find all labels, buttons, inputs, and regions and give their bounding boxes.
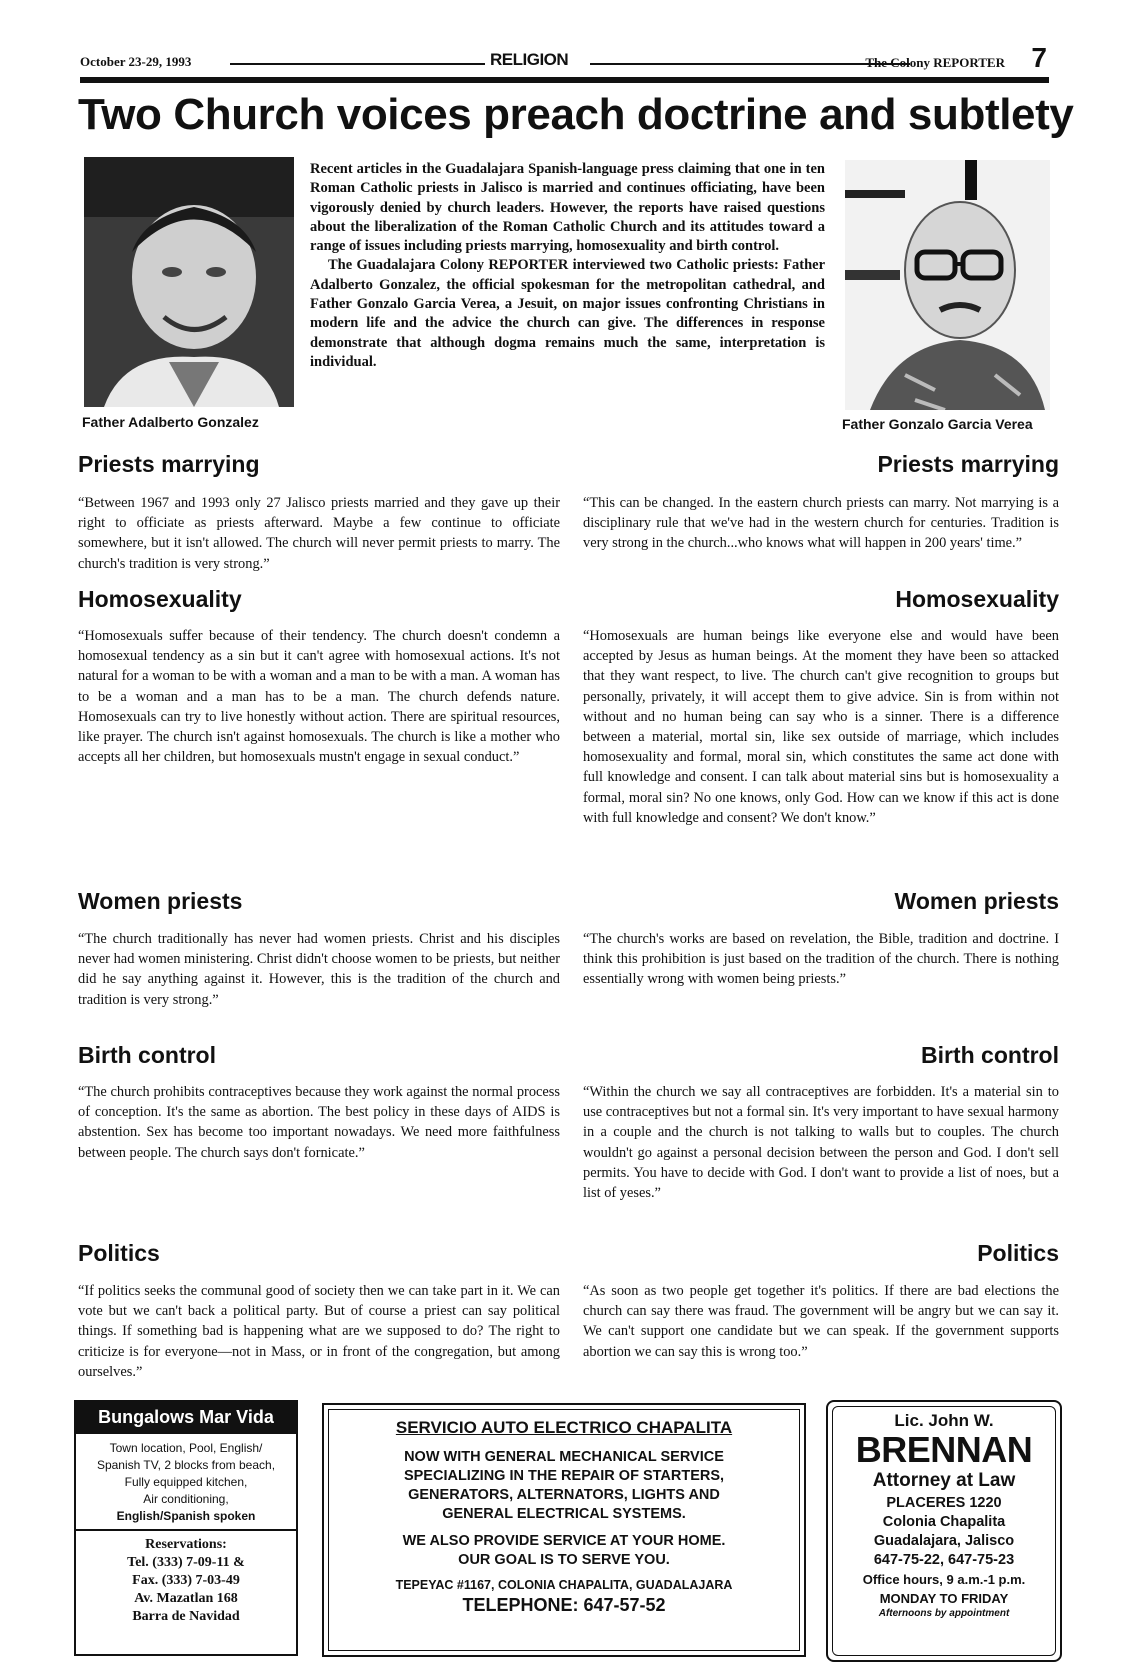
- ad-line: NOW WITH GENERAL MECHANICAL SERVICE: [404, 1449, 724, 1465]
- ad-line: Fax. (333) 7-03-49: [132, 1573, 240, 1588]
- publication-name: The Colony REPORTER: [865, 55, 1005, 70]
- photo-caption-left: Father Adalberto Gonzalez: [82, 414, 259, 430]
- quote-verea-priests-marrying: “This can be changed. In the eastern church priests can marry. Not marrying is a disciplinary rule that we've had in the western church for centuries. Tradition is very strong in the church...who knows what will happen in 200 years' time.”: [583, 495, 1059, 552]
- photo-caption-right: Father Gonzalo Garcia Verea: [842, 416, 1033, 432]
- quote-gonzalez-birth-control: “The church prohibits contraceptives because they work against the normal process of conception. It's the same as abortion. The best policy in these days of AIDS is abstention. Sex has become too important nowadays. We need more faithfulness between people. The church says don't fornicate.”: [78, 1084, 560, 1161]
- ad-line: Fully equipped kitchen,: [124, 1475, 248, 1489]
- subhead-birth-control-right: Birth control: [921, 1042, 1059, 1068]
- ad-home-service: [329, 1532, 799, 1570]
- ad-line: Guadalajara, Jalisco: [873, 1533, 1015, 1549]
- ad-line: GENERAL ELECTRICAL SYSTEMS.: [442, 1506, 686, 1522]
- photo-father-garcia-verea: [845, 160, 1050, 410]
- header-bar: [80, 77, 1049, 83]
- ad-services: [329, 1448, 799, 1524]
- ad-bungalows-mar-vida: [74, 1400, 298, 1656]
- ad-line: Office hours, 9 a.m.-1 p.m.: [862, 1572, 1026, 1587]
- quote-gonzalez-politics: “If politics seeks the communal good of society then we can take part in it. We can vote but we can't back a political party. But of course a priest can say political things. If something bad is happening what are we supposed to do? The right to criticize is for everyone—not in Mass, or in front of the congregation, but among ourselves.”: [78, 1283, 560, 1380]
- quote-verea-homosexuality: “Homosexuals are human beings like everyone else and would have been accepted by Jesus as human beings. At the moment they have been so attacked that they want respect, to live. The church can't give recognition to groups but personally, privately, it will accept them to give advice. Sin is from within not without and no human being can say who is a sinner. There is a difference between a material, mortal sin, like sex outside of marriage, which includes homosexuality and formal, moral sin, which constitutes the same act done with full knowledge and consent. I can talk about material sins but is homosexuality a formal, moral sin? No one knows, only God. How can we know if this act is done with full knowledge and consent? We don't know.”: [583, 628, 1059, 826]
- issue-date: October 23-29, 1993: [80, 54, 192, 69]
- header-rule: [590, 63, 910, 65]
- ad-line: Air conditioning,: [143, 1492, 229, 1506]
- ad-line: Town location, Pool, English/: [109, 1441, 263, 1455]
- ad-line: GENERATORS, ALTERNATORS, LIGHTS AND: [408, 1487, 720, 1503]
- quote-gonzalez-homosexuality: “Homosexuals suffer because of their tendency. The church doesn't condemn a homosexual tendency as a sin but it can't agree with homosexual actions. It's not natural for a woman to be with a woman and a man to be with a man. A woman has to be a woman and a man has to be a man. The church defends nature. Homosexuals can try to live honestly without action. There are spiritual resources, like prayer. The church isn't against homosexuals. The church is like a mother who accepts all her children, but homosexuals mustn't engage in sexual conduct.”: [78, 628, 560, 766]
- ad-line: Av. Mazatlan 168: [134, 1591, 238, 1606]
- ad-line: Colonia Chapalita: [882, 1514, 1006, 1530]
- section-name: RELIGION: [490, 50, 569, 69]
- ad-line: OUR GOAL IS TO SERVE YOU.: [458, 1552, 670, 1568]
- ad-address: TEPEYAC #1167, COLONIA CHAPALITA, GUADALAJARA: [395, 1578, 733, 1592]
- ad-line: WE ALSO PROVIDE SERVICE AT YOUR HOME.: [402, 1533, 726, 1549]
- quote-gonzalez-women-priests: “The church traditionally has never had women priests. Christ and his disciples never had women ministering. Christ didn't choose women to be priests, but neither did he say anything against it. However, this is the tradition of the church and tradition is very strong.”: [78, 931, 560, 1008]
- ad-brennan-attorney: [826, 1400, 1062, 1662]
- ad-line: Spanish TV, 2 blocks from beach,: [96, 1458, 276, 1472]
- subhead-priests-marrying-right: Priests marrying: [877, 451, 1059, 477]
- ad-attorney-name: BRENNAN: [855, 1429, 1033, 1470]
- portrait-image: [84, 157, 294, 407]
- ad-line: Tel. (333) 7-09-11 &: [127, 1555, 245, 1570]
- ad-name-line: Lic. John W.: [894, 1411, 994, 1430]
- ad-note: Afternoons by appointment: [878, 1608, 1010, 1619]
- subhead-politics-left: Politics: [78, 1240, 160, 1266]
- portrait-image: [845, 160, 1050, 410]
- ad-reservations-label: Reservations:: [145, 1537, 227, 1552]
- header-rule: [230, 63, 485, 65]
- subhead-women-priests-left: Women priests: [78, 888, 243, 914]
- quote-verea-politics: “As soon as two people get together it's politics. If there are bad elections the church can say there was fraud. The government will be angry but we can say it. We can't support one candidate but we can speak. If the government supports abortion we can say this is wrong too.”: [583, 1283, 1059, 1360]
- subhead-politics-right: Politics: [977, 1240, 1059, 1266]
- ad-servicio-auto-electrico: [322, 1403, 806, 1657]
- ad-attorney-title: Attorney at Law: [872, 1470, 1016, 1491]
- subhead-birth-control-left: Birth control: [78, 1042, 216, 1068]
- headline: Two Church voices preach doctrine and subtlety: [78, 90, 1074, 139]
- ad-telephone: TELEPHONE: 647-57-52: [462, 1595, 666, 1615]
- subhead-women-priests-right: Women priests: [894, 888, 1059, 914]
- ad-line: SPECIALIZING IN THE REPAIR OF STARTERS,: [403, 1468, 725, 1484]
- quote-verea-birth-control: “Within the church we say all contraceptives are forbidden. It's a material sin to use contraceptives but not a formal sin. It's very important to have sexual harmony in a couple and the church is not talking to walls but to couples. The church wouldn't go against a personal decision between the person and God. I don't sell permits. You have to decide with God. I don't want to provide a list of noes, but a list of yeses.”: [583, 1084, 1059, 1202]
- subhead-homosexuality-left: Homosexuality: [78, 586, 242, 612]
- intro-paragraph: The Guadalajara Colony REPORTER interviewed two Catholic priests: Father Adalberto Gonzalez, the official spokesman for the metropolitan cathedral, and Father Gonzalo Garcia Verea, a Jesuit, on major issues confronting Christians in modern life and the advice the church can give. The differences in response demonstrate that although dogma remains much the same, interpretation is individual.: [310, 257, 825, 370]
- ad-line: PLACERES 1220: [886, 1495, 1002, 1511]
- page-number: 7: [1031, 42, 1047, 73]
- subhead-homosexuality-right: Homosexuality: [895, 586, 1059, 612]
- ad-line: 647-75-22, 647-75-23: [873, 1552, 1015, 1568]
- quote-verea-women-priests: “The church's works are based on revelation, the Bible, tradition and doctrine. I think this prohibition is just based on the tradition of the church. There is nothing essentially wrong with women being priests.”: [583, 931, 1059, 988]
- intro-paragraph: Recent articles in the Guadalajara Spanish-language press claiming that one in ten Roman Catholic priests in Jalisco is married and continues officiating, have been vigorously denied by church leaders. However, the reports have raised questions about the liberalization of the Roman Catholic Church and its attitudes toward a range of issues including priests marrying, homosexuality and birth control.: [310, 161, 825, 255]
- ad-contact: [833, 1494, 1055, 1608]
- ad-line: MONDAY TO FRIDAY: [879, 1591, 1009, 1606]
- subhead-priests-marrying-left: Priests marrying: [78, 451, 260, 477]
- photo-father-gonzalez: [84, 157, 294, 407]
- ad-line: Barra de Navidad: [132, 1609, 240, 1624]
- ad-line: English/Spanish spoken: [116, 1509, 256, 1523]
- ad-amenities: [76, 1434, 296, 1529]
- page-header: [80, 42, 1049, 76]
- ad-title: SERVICIO AUTO ELECTRICO CHAPALITA: [395, 1418, 733, 1437]
- quote-gonzalez-priests-marrying: “Between 1967 and 1993 only 27 Jalisco priests married and they gave up their right to officiate as priests afterward. Maybe a few continue to officiate somewhere, but it isn't allowed. The church will never permit priests to marry. The church's tradition is very strong.”: [78, 495, 560, 572]
- ad-title: Bungalows Mar Vida: [76, 1402, 296, 1434]
- intro-text: [310, 160, 825, 372]
- ad-contact: [76, 1529, 296, 1626]
